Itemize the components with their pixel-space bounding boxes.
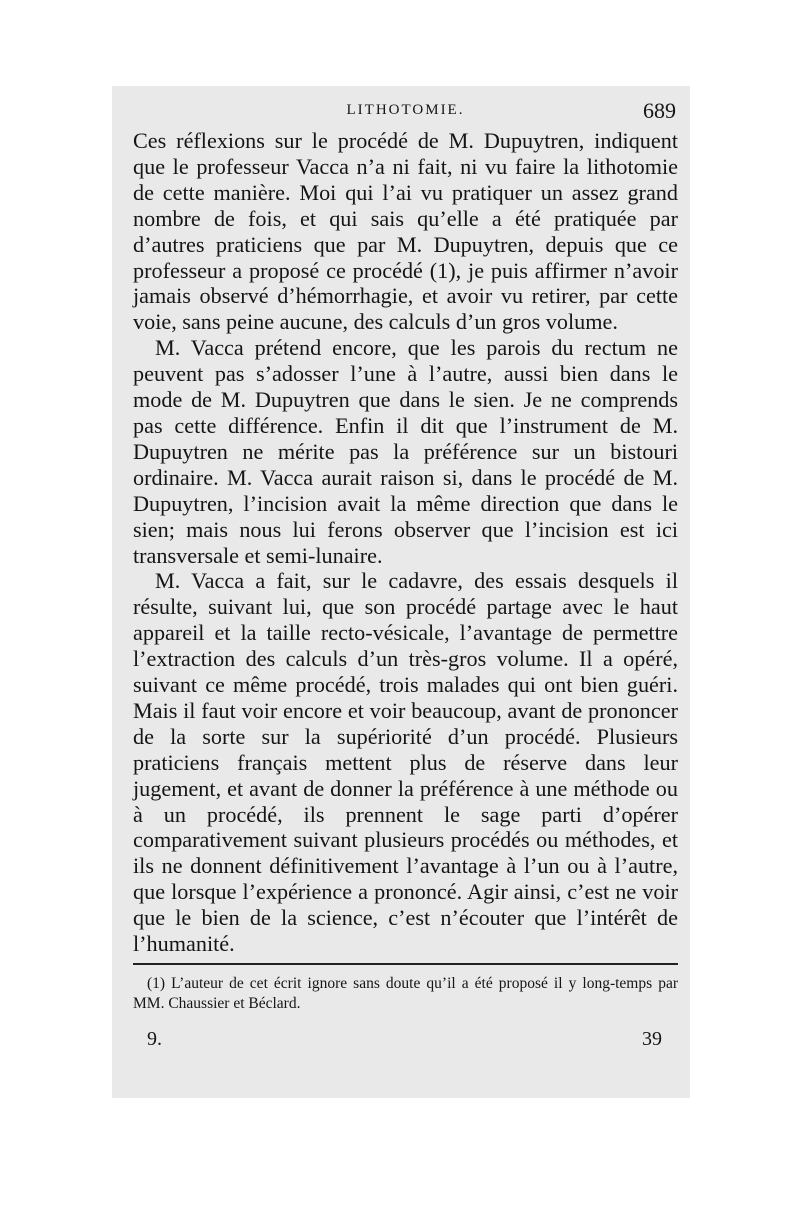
folio-number: 39	[642, 1028, 662, 1050]
paragraph-3: M. Vacca a fait, sur le cadavre, des essais desquels il résulte, suivant lui, que son procédé partage avec le haut appareil et la taille recto-vésicale, l’avantage de permettre l’extraction des calculs d’un très-gros volume. Il a opéré, suivant ce même procédé, trois malades qui ont bien guéri. Mais il faut voir encore et voir beaucoup, avant de prononcer de la sorte sur la supériorité d’un procédé. Plusieurs praticiens français mettent plus de réserve dans leur jugement, et avant de donner la préférence à une méthode ou à un procédé, ils prennent le sage parti d’opérer comparativement suivant plusieurs procédés ou méthodes, et ils ne donnent définitivement l’avantage à l’un ou à l’autre, que lorsque l’expérience a prononcé. Agir ainsi, c’est ne voir que le bien de la science, c’est n’écouter que l’intérêt de l’humanité.	[133, 568, 678, 957]
page-content	[133, 98, 678, 1056]
page-footer	[133, 1024, 678, 1056]
footnote: (1) L’auteur de cet écrit ignore sans doute qu’il a été proposé il y long-temps par MM. Chaussier et Béclard.	[133, 975, 678, 1012]
page-number: 689	[643, 98, 676, 123]
page-header	[133, 98, 678, 128]
signature-mark: 9.	[147, 1028, 162, 1050]
paragraph-1: Ces réflexions sur le procédé de M. Dupuytren, indiquent que le professeur Vacca n’a ni fait, ni vu faire la lithotomie de cette manière. Moi qui l’ai vu pratiquer un assez grand nombre de fois, et qui sais qu’elle a été pratiquée par d’autres praticiens que par M. Dupuytren, depuis que ce professeur a proposé ce procédé (1), je puis affirmer n’avoir jamais observé d’hémorrhagie, et avoir vu retirer, par cette voie, sans peine aucune, des calculs d’un gros volume.	[133, 128, 678, 335]
body-text	[133, 128, 678, 957]
footnote-rule	[133, 963, 678, 965]
paragraph-2: M. Vacca prétend encore, que les parois du rectum ne peuvent pas s’adosser l’une à l’autre, aussi bien dans le mode de M. Dupuytren que dans le sien. Je ne comprends pas cette différence. Enfin il dit que l’instrument de M. Dupuytren ne mérite pas la préférence sur un bistouri ordinaire. M. Vacca aurait raison si, dans le procédé de M. Dupuytren, l’incision avait la même direction que dans le sien; mais nous lui ferons observer que l’incision est ici transversale et semi-lunaire.	[133, 335, 678, 568]
running-head: LITHOTOMIE.	[346, 102, 465, 118]
